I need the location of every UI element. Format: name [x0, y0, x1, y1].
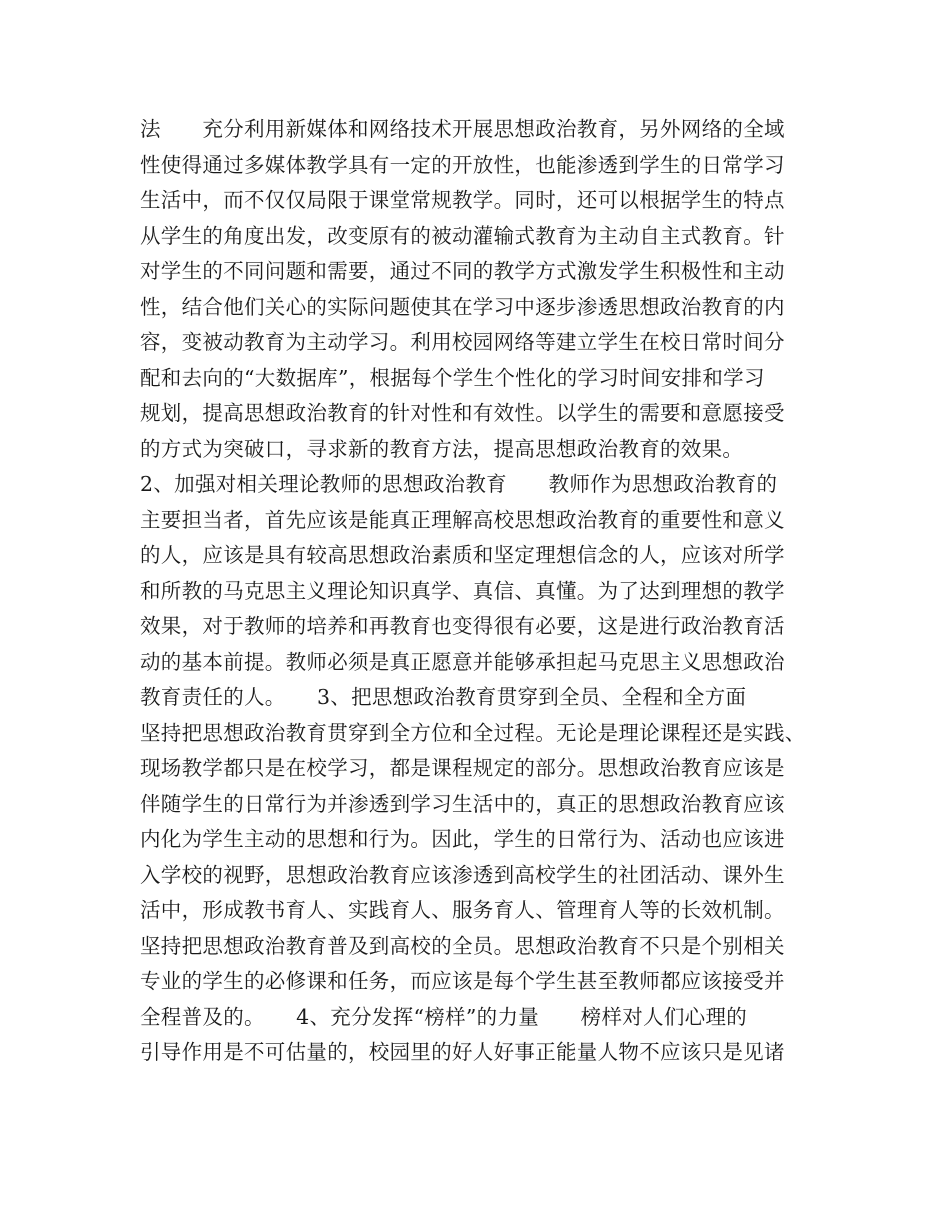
text-line: 法 充分利用新媒体和网络技术开展思想政治教育，另外网络的全域	[140, 117, 785, 141]
text-line: 2、加强对相关理论教师的思想政治教育 教师作为思想政治教育的	[140, 472, 778, 496]
text-line: 教育责任的人。 3、把思想政治教育贯穿到全员、全程和全方面	[140, 685, 747, 709]
text-line: 坚持把思想政治教育贯穿到全方位和全过程。无论是理论课程还是实践、	[140, 720, 806, 745]
text-line: 全程普及的。 4、充分发挥“榜样”的力量 榜样对人们心理的	[140, 1004, 748, 1029]
text-line: 活中，形成教书育人、实践育人、服务育人、管理育人等的长效机制。	[140, 898, 785, 922]
text-line: 效果，对于教师的培养和再教育也变得很有必要，这是进行政治教育活	[140, 614, 785, 638]
text-line: 坚持把思想政治教育普及到高校的全员。思想政治教育不只是个别相关	[140, 933, 785, 958]
text-line: 对学生的不同问题和需要，通过不同的教学方式激发学生积极性和主动	[140, 259, 785, 283]
text-line: 现场教学都只是在校学习，都是课程规定的部分。思想政治教育应该是	[140, 756, 785, 780]
text-line: 规划，提高思想政治教育的针对性和有效性。以学生的需要和意愿接受	[140, 401, 785, 425]
text-line: 性，结合他们关心的实际问题使其在学习中逐步渗透思想政治教育的内	[140, 294, 785, 319]
text-line: 从学生的角度出发，改变原有的被动灌输式教育为主动自主式教育。针	[140, 223, 785, 248]
body-text	[140, 112, 830, 1071]
text-line: 入学校的视野，思想政治教育应该渗透到高校学生的社团活动、课外生	[140, 862, 785, 887]
text-line: 的方式为突破口，寻求新的教育方法，提高思想政治教育的效果。	[140, 436, 744, 461]
text-line: 和所教的马克思主义理论知识真学、真信、真懂。为了达到理想的教学	[140, 578, 785, 603]
text-line: 的人，应该是具有较高思想政治素质和坚定理想信念的人，应该对所学	[140, 543, 785, 567]
text-line: 伴随学生的日常行为并渗透到学习生活中的，真正的思想政治教育应该	[140, 791, 785, 816]
text-line: 容，变被动教育为主动学习。利用校园网络等建立学生在校日常时间分	[140, 330, 785, 354]
text-line: 内化为学生主动的思想和行为。因此，学生的日常行为、活动也应该进	[140, 827, 785, 851]
text-line: 性使得通过多媒体教学具有一定的开放性，也能渗透到学生的日常学习	[140, 152, 785, 177]
text-line: 生活中，而不仅仅局限于课堂常规教学。同时，还可以根据学生的特点	[140, 188, 785, 212]
text-line: 配和去向的“大数据库”，根据每个学生个性化的学习时间安排和学习	[140, 365, 765, 390]
text-line: 主要担当者，首先应该是能真正理解高校思想政治教育的重要性和意义	[140, 507, 785, 532]
text-line: 动的基本前提。教师必须是真正愿意并能够承担起马克思主义思想政治	[140, 649, 785, 674]
text-line: 引导作用是不可估量的，校园里的好人好事正能量人物不应该只是见诸	[140, 1040, 785, 1064]
text-line: 专业的学生的必修课和任务，而应该是每个学生甚至教师都应该接受并	[140, 969, 785, 993]
